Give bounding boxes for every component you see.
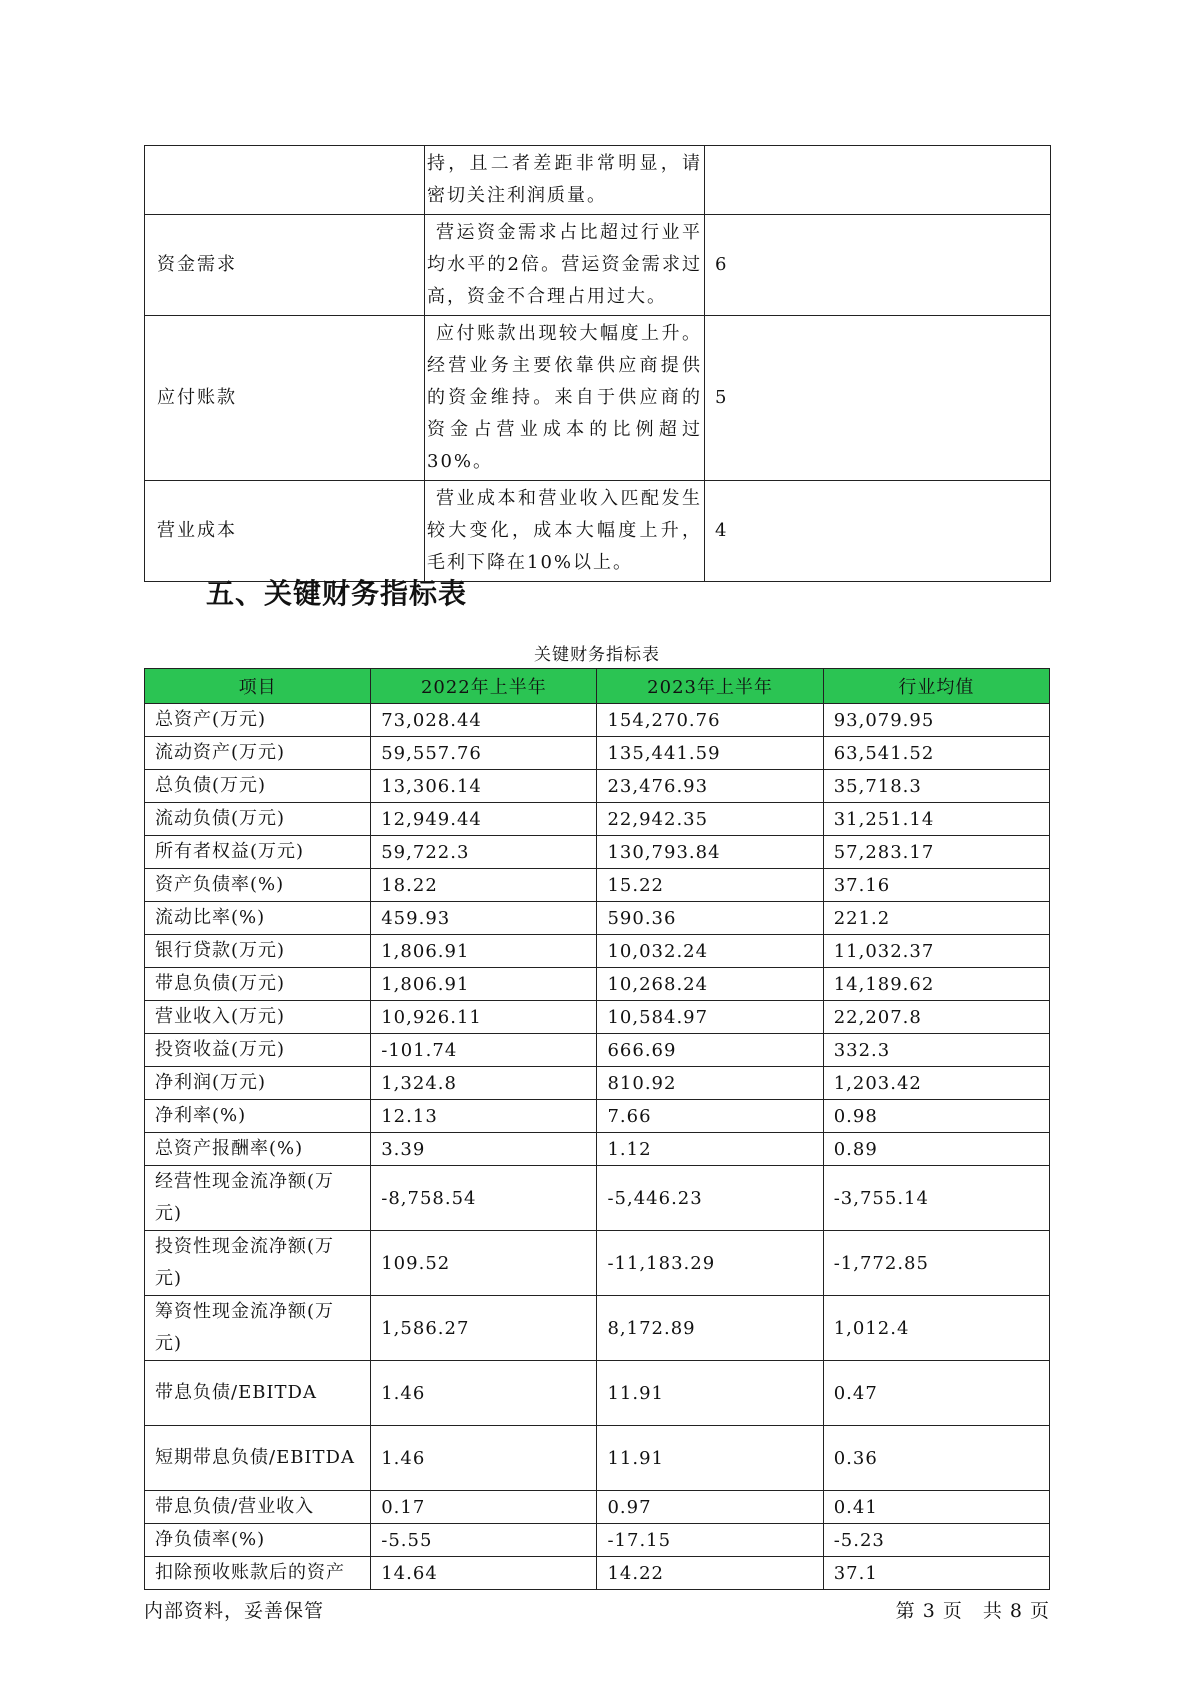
value-2023: 10,268.24 [597, 968, 823, 1001]
value-2023: 135,441.59 [597, 737, 823, 770]
value-2023: 8,172.89 [597, 1296, 823, 1361]
value-2023: 22,942.35 [597, 803, 823, 836]
value-industry-avg: 35,718.3 [823, 770, 1049, 803]
value-industry-avg: 11,032.37 [823, 935, 1049, 968]
value-2023: 10,032.24 [597, 935, 823, 968]
value-2023: 23,476.93 [597, 770, 823, 803]
risk-description: 持，且二者差距非常明显，请密切关注利润质量。 [425, 146, 705, 215]
table-row [145, 1361, 1050, 1426]
value-industry-avg: 0.89 [823, 1133, 1049, 1166]
value-industry-avg: -3,755.14 [823, 1166, 1049, 1231]
table-header-row [145, 669, 1050, 704]
value-2023: -17.15 [597, 1524, 823, 1557]
risk-score [705, 146, 1051, 215]
value-2023: 11.91 [597, 1426, 823, 1491]
value-2022: 14.64 [371, 1557, 597, 1590]
value-2023: 7.66 [597, 1100, 823, 1133]
risk-name: 资金需求 [145, 215, 425, 316]
indicator-label: 流动资产(万元) [145, 737, 371, 770]
table-row [145, 902, 1050, 935]
value-industry-avg: 0.98 [823, 1100, 1049, 1133]
footer-confidential-note: 内部资料，妥善保管 [144, 1600, 325, 1622]
table-row [145, 1296, 1050, 1361]
risk-description: 应付账款出现较大幅度上升。经营业务主要依靠供应商提供的资金维持。来自于供应商的资金占营业成本的比例超过30%。 [425, 316, 705, 481]
value-2023: 11.91 [597, 1361, 823, 1426]
value-2022: 1,586.27 [371, 1296, 597, 1361]
value-2022: 18.22 [371, 869, 597, 902]
risk-name: 应付账款 [145, 316, 425, 481]
indicator-label: 带息负债/营业收入 [145, 1491, 371, 1524]
value-2023: 810.92 [597, 1067, 823, 1100]
value-2022: -5.55 [371, 1524, 597, 1557]
value-industry-avg: 37.16 [823, 869, 1049, 902]
table-row [145, 1524, 1050, 1557]
indicator-label: 资产负债率(%) [145, 869, 371, 902]
value-industry-avg: 31,251.14 [823, 803, 1049, 836]
value-industry-avg: 37.1 [823, 1557, 1049, 1590]
header-industry-avg: 行业均值 [823, 669, 1049, 704]
indicator-label: 带息负债(万元) [145, 968, 371, 1001]
footer-page-number: 第 3 页 共 8 页 [895, 1600, 1050, 1622]
section-title: 五、关键财务指标表 [206, 577, 468, 610]
value-industry-avg: 0.41 [823, 1491, 1049, 1524]
table-caption: 关键财务指标表 [534, 645, 660, 665]
value-industry-avg: 0.47 [823, 1361, 1049, 1426]
value-2023: -11,183.29 [597, 1231, 823, 1296]
value-2022: 1,324.8 [371, 1067, 597, 1100]
value-2022: -8,758.54 [371, 1166, 597, 1231]
table-row [145, 770, 1050, 803]
value-2022: 10,926.11 [371, 1001, 597, 1034]
risk-name: 营业成本 [145, 481, 425, 582]
risk-description: 营运资金需求占比超过行业平均水平的2倍。营运资金需求过高，资金不合理占用过大。 [425, 215, 705, 316]
value-2023: 666.69 [597, 1034, 823, 1067]
risk-score: 6 [705, 215, 1051, 316]
value-industry-avg: 1,012.4 [823, 1296, 1049, 1361]
value-2023: -5,446.23 [597, 1166, 823, 1231]
indicator-label: 流动比率(%) [145, 902, 371, 935]
table-row [145, 968, 1050, 1001]
table-row [145, 803, 1050, 836]
header-2022: 2022年上半年 [371, 669, 597, 704]
indicator-label: 净利润(万元) [145, 1067, 371, 1100]
risk-score: 5 [705, 316, 1051, 481]
value-2022: 59,557.76 [371, 737, 597, 770]
value-2022: 12,949.44 [371, 803, 597, 836]
risk-row [145, 146, 1051, 215]
table-row [145, 869, 1050, 902]
value-industry-avg: 332.3 [823, 1034, 1049, 1067]
value-industry-avg: 63,541.52 [823, 737, 1049, 770]
value-industry-avg: 57,283.17 [823, 836, 1049, 869]
risk-table [144, 145, 1051, 582]
value-2022: 3.39 [371, 1133, 597, 1166]
risk-name [145, 146, 425, 215]
header-2023: 2023年上半年 [597, 669, 823, 704]
value-industry-avg: 22,207.8 [823, 1001, 1049, 1034]
value-2023: 0.97 [597, 1491, 823, 1524]
indicator-label: 总资产(万元) [145, 704, 371, 737]
risk-row [145, 481, 1051, 582]
value-2022: 109.52 [371, 1231, 597, 1296]
table-row [145, 1166, 1050, 1231]
indicator-label: 经营性现金流净额(万元) [145, 1166, 371, 1231]
table-row [145, 1034, 1050, 1067]
risk-score: 4 [705, 481, 1051, 582]
financial-indicators-table [144, 668, 1050, 1590]
value-2022: 459.93 [371, 902, 597, 935]
indicator-label: 带息负债/EBITDA [145, 1361, 371, 1426]
value-industry-avg: 93,079.95 [823, 704, 1049, 737]
indicator-label: 投资性现金流净额(万元) [145, 1231, 371, 1296]
table-row [145, 1001, 1050, 1034]
table-row [145, 836, 1050, 869]
table-row [145, 737, 1050, 770]
value-2022: 59,722.3 [371, 836, 597, 869]
value-2023: 10,584.97 [597, 1001, 823, 1034]
value-2023: 130,793.84 [597, 836, 823, 869]
value-2023: 1.12 [597, 1133, 823, 1166]
indicator-label: 投资收益(万元) [145, 1034, 371, 1067]
indicator-label: 短期带息负债/EBITDA [145, 1426, 371, 1491]
header-item: 项目 [145, 669, 371, 704]
table-row [145, 1067, 1050, 1100]
indicator-label: 扣除预收账款后的资产 [145, 1557, 371, 1590]
risk-row [145, 316, 1051, 481]
value-2022: -101.74 [371, 1034, 597, 1067]
indicator-label: 净利率(%) [145, 1100, 371, 1133]
table-row [145, 1557, 1050, 1590]
indicator-label: 总资产报酬率(%) [145, 1133, 371, 1166]
table-row [145, 935, 1050, 968]
value-2022: 1.46 [371, 1426, 597, 1491]
indicator-label: 银行贷款(万元) [145, 935, 371, 968]
value-2023: 590.36 [597, 902, 823, 935]
value-industry-avg: 221.2 [823, 902, 1049, 935]
table-row [145, 1100, 1050, 1133]
value-industry-avg: 0.36 [823, 1426, 1049, 1491]
value-2022: 0.17 [371, 1491, 597, 1524]
value-industry-avg: -1,772.85 [823, 1231, 1049, 1296]
value-2022: 1,806.91 [371, 968, 597, 1001]
table-row [145, 1231, 1050, 1296]
value-industry-avg: 14,189.62 [823, 968, 1049, 1001]
indicator-label: 筹资性现金流净额(万元) [145, 1296, 371, 1361]
value-2022: 73,028.44 [371, 704, 597, 737]
indicator-label: 所有者权益(万元) [145, 836, 371, 869]
value-2023: 154,270.76 [597, 704, 823, 737]
risk-row [145, 215, 1051, 316]
table-row [145, 1133, 1050, 1166]
value-2023: 15.22 [597, 869, 823, 902]
indicator-label: 营业收入(万元) [145, 1001, 371, 1034]
risk-description: 营业成本和营业收入匹配发生较大变化，成本大幅度上升，毛利下降在10%以上。 [425, 481, 705, 582]
value-2022: 1.46 [371, 1361, 597, 1426]
indicator-label: 净负债率(%) [145, 1524, 371, 1557]
value-2023: 14.22 [597, 1557, 823, 1590]
table-row [145, 1491, 1050, 1524]
value-industry-avg: -5.23 [823, 1524, 1049, 1557]
indicator-label: 总负债(万元) [145, 770, 371, 803]
value-industry-avg: 1,203.42 [823, 1067, 1049, 1100]
value-2022: 13,306.14 [371, 770, 597, 803]
table-row [145, 1426, 1050, 1491]
table-row [145, 704, 1050, 737]
value-2022: 12.13 [371, 1100, 597, 1133]
indicator-label: 流动负债(万元) [145, 803, 371, 836]
value-2022: 1,806.91 [371, 935, 597, 968]
